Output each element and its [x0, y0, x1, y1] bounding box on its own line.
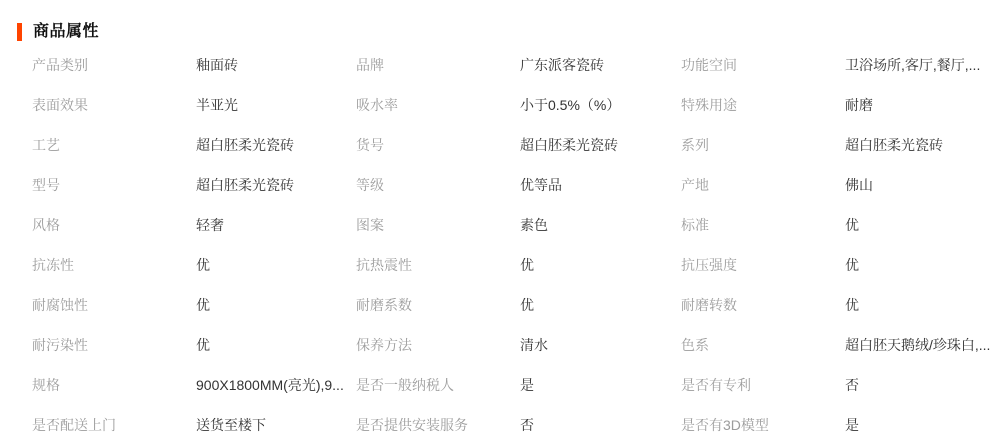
attribute-value: 佛山: [845, 177, 873, 193]
attribute-pair: [32, 215, 356, 235]
attribute-value: 是: [520, 377, 534, 393]
attribute-pair: [356, 55, 681, 75]
attribute-pair: [681, 55, 996, 75]
attribute-value: 清水: [520, 337, 548, 353]
attribute-value: 广东派客瓷砖: [520, 57, 604, 73]
attribute-label: 产地: [681, 177, 709, 193]
attribute-label: 是否配送上门: [32, 417, 116, 433]
attribute-label: 抗压强度: [681, 257, 737, 273]
attribute-label: 型号: [32, 177, 60, 193]
attribute-value: 否: [520, 417, 534, 433]
attribute-pair: [32, 255, 356, 275]
attribute-label: 表面效果: [32, 97, 88, 113]
attribute-value: 优等品: [520, 177, 562, 193]
attribute-label: 是否有3D模型: [681, 417, 769, 433]
attribute-value: 优: [196, 337, 210, 353]
attribute-label: 货号: [356, 137, 384, 153]
attribute-row: [32, 85, 996, 125]
attribute-pair: [32, 415, 356, 435]
attribute-pair: [356, 415, 681, 435]
attribute-label: 产品类别: [32, 57, 88, 73]
attribute-label: 品牌: [356, 57, 384, 73]
attribute-value: 超白胚柔光瓷砖: [845, 137, 943, 153]
attribute-row: [32, 245, 996, 285]
attribute-value: 超白胚柔光瓷砖: [196, 177, 294, 193]
attribute-row: [32, 165, 996, 205]
attribute-label: 特殊用途: [681, 97, 737, 113]
attribute-value: 否: [845, 377, 859, 393]
attribute-row: [32, 405, 996, 442]
attribute-row: [32, 45, 996, 85]
attribute-value: 优: [845, 297, 859, 313]
attribute-value: 超白胚柔光瓷砖: [520, 137, 618, 153]
attribute-pair: [32, 375, 356, 395]
attribute-value: 优: [520, 257, 534, 273]
attribute-pair: [32, 95, 356, 115]
attribute-value: 优: [520, 297, 534, 313]
attribute-label: 是否有专利: [681, 377, 751, 393]
attribute-value: 优: [845, 217, 859, 233]
attribute-value: 超白胚天鹅绒/珍珠白,...: [845, 337, 991, 353]
attribute-row: [32, 125, 996, 165]
attribute-value: 卫浴场所,客厅,餐厅,...: [845, 57, 981, 73]
attribute-label: 耐污染性: [32, 337, 88, 353]
attribute-pair: [356, 255, 681, 275]
attribute-row: [32, 285, 996, 325]
attribute-label: 保养方法: [356, 337, 412, 353]
attribute-label: 抗热震性: [356, 257, 412, 273]
attribute-value: 耐磨: [845, 97, 873, 113]
attribute-label: 是否一般纳税人: [356, 377, 454, 393]
attribute-pair: [681, 375, 996, 395]
attribute-value: 轻奢: [196, 217, 224, 233]
attribute-label: 规格: [32, 377, 60, 393]
attribute-value: 超白胚柔光瓷砖: [196, 137, 294, 153]
attribute-pair: [32, 295, 356, 315]
attribute-pair: [356, 95, 681, 115]
attribute-pair: [356, 215, 681, 235]
attribute-label: 色系: [681, 337, 709, 353]
attribute-label: 系列: [681, 137, 709, 153]
attribute-value: 送货至楼下: [196, 417, 266, 433]
attribute-label: 图案: [356, 217, 384, 233]
section-title: 商品属性: [33, 23, 100, 40]
attribute-value: 优: [196, 257, 210, 273]
attribute-label: 是否提供安装服务: [356, 417, 468, 433]
attribute-pair: [681, 415, 996, 435]
attribute-row: [32, 365, 996, 405]
attribute-pair: [356, 335, 681, 355]
attribute-pair: [681, 255, 996, 275]
attribute-value: 900X1800MM(亮光),9...: [196, 377, 344, 393]
attribute-label: 等级: [356, 177, 384, 193]
attribute-pair: [681, 135, 996, 155]
attribute-pair: [681, 95, 996, 115]
attribute-label: 耐磨系数: [356, 297, 412, 313]
attribute-pair: [356, 375, 681, 395]
attribute-pair: [681, 215, 996, 235]
attribute-value: 小于0.5%（%）: [520, 97, 621, 113]
attribute-pair: [681, 175, 996, 195]
attributes-table: [0, 45, 1004, 442]
attribute-value: 是: [845, 417, 859, 433]
attribute-label: 风格: [32, 217, 60, 233]
attribute-value: 优: [845, 257, 859, 273]
product-attributes-panel: [0, 22, 1004, 442]
attribute-label: 工艺: [32, 137, 60, 153]
attribute-pair: [356, 175, 681, 195]
attribute-pair: [681, 295, 996, 315]
attribute-label: 抗冻性: [32, 257, 74, 273]
attribute-value: 优: [196, 297, 210, 313]
attribute-label: 功能空间: [681, 57, 737, 73]
section-accent-bar: [17, 23, 22, 41]
attribute-label: 耐磨转数: [681, 297, 737, 313]
attribute-pair: [356, 295, 681, 315]
attribute-label: 标准: [681, 217, 709, 233]
attribute-label: 耐腐蚀性: [32, 297, 88, 313]
attribute-pair: [356, 135, 681, 155]
attribute-pair: [32, 335, 356, 355]
section-header: [0, 22, 1004, 42]
attribute-row: [32, 325, 996, 365]
attribute-row: [32, 205, 996, 245]
attribute-pair: [681, 335, 996, 355]
attribute-value: 半亚光: [196, 97, 238, 113]
attribute-pair: [32, 175, 356, 195]
attribute-value: 素色: [520, 217, 548, 233]
attribute-value: 釉面砖: [196, 57, 238, 73]
attribute-pair: [32, 135, 356, 155]
attribute-label: 吸水率: [356, 97, 398, 113]
attribute-pair: [32, 55, 356, 75]
